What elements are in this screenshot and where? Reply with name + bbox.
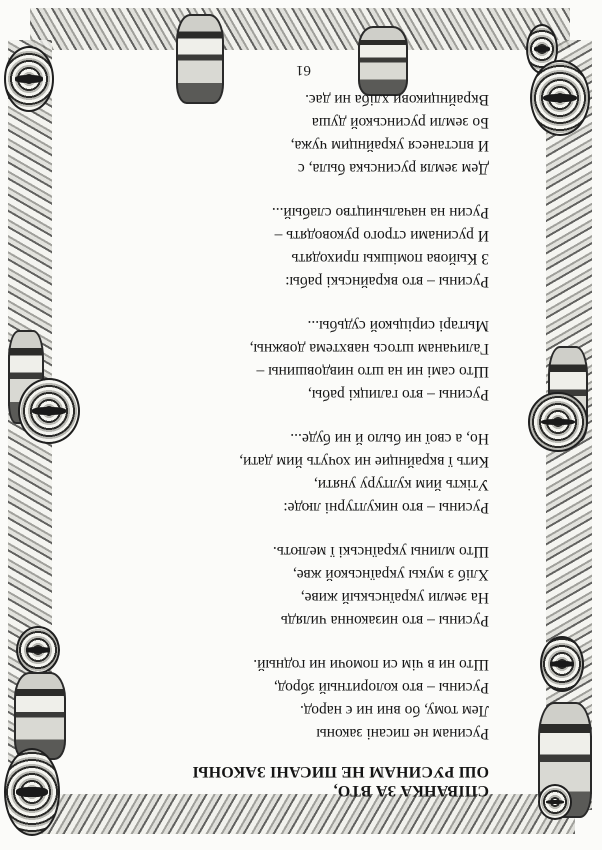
poem-line: На земли українськый живе, <box>300 589 489 606</box>
poem-line: Кить ї вкрайнцие ни хочуть йим дати, <box>239 453 489 470</box>
poem-line: Што млины українські ї мелють. <box>272 543 489 560</box>
poem-line: Русины – вто колоритный зброд, <box>273 679 489 696</box>
poem-line: Русинам не писані законы <box>316 725 489 742</box>
poem-line: Што ни в чім си помочи ни годный. <box>253 656 489 673</box>
poem-line: Дем земля русинська была, с <box>297 160 489 177</box>
poem-line: И впстанеся украйнцим чужа, <box>290 137 489 154</box>
poem-line: Русины – вто низаконна чилядь <box>280 612 489 629</box>
poem-line: Мытарі сиріцькой судьбы... <box>307 317 489 334</box>
poem-title-line: СПІВАНКА ЗА ВТО, <box>333 782 489 799</box>
poem-line: Бо земли русинськой душа <box>311 114 489 131</box>
poem-line: Русины – вто галицкі рабы, <box>307 386 489 403</box>
poem-line: Русин на начальництво слабый... <box>271 204 489 221</box>
page-number: 61 <box>296 62 311 78</box>
poem-line: Хліб з мукы українськой жве, <box>292 566 489 583</box>
poem-line: Вкрайнцикови хліба ни дає. <box>305 91 489 108</box>
poem-line: Русины – вто вкрайнські рабы: <box>285 273 489 290</box>
poem-line: Лем тому, бо вни ни є народ. <box>299 702 489 719</box>
poem-line: Утікть йим културу уняти, <box>313 476 489 493</box>
poem-line: З Кыйова помішкы приходять <box>291 250 489 267</box>
poem-title-line: ОШ РУСИНАМ НЕ ПИСАНІ ЗАКОНЫ <box>192 763 489 780</box>
poem-line: Русины – вто никултурні люде: <box>283 499 489 516</box>
poem-line: Што самі ни на што нивдовшины – <box>256 363 489 380</box>
poem-line: И русинами строго руководять – <box>274 227 489 244</box>
poem-line: Но, а свої ни было й ни буде... <box>290 430 489 447</box>
poem-line: Галичанам штось навхтема довжны, <box>249 340 489 357</box>
